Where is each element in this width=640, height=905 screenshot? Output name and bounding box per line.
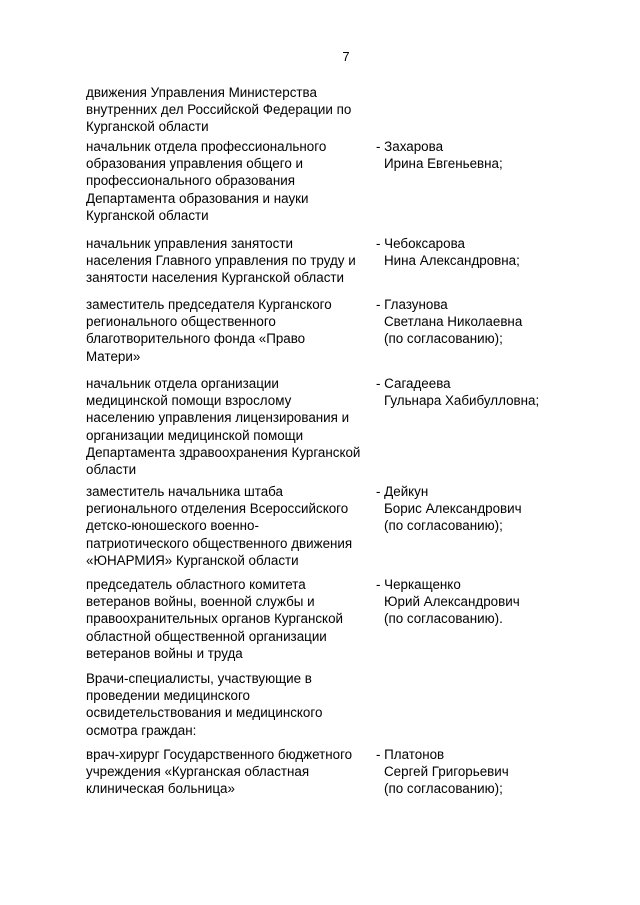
member-role	[86, 375, 374, 478]
role-line: образования управления общего и	[86, 156, 303, 172]
intro-line: внутренних дел Российской Федерации по	[86, 102, 352, 118]
person-surname: - Сагадеева	[376, 376, 451, 391]
member-role	[86, 483, 374, 569]
heading-line: Врачи-специалисты, участвующие в	[86, 671, 312, 686]
member-role	[86, 235, 374, 287]
role-line: области	[86, 462, 137, 478]
role-line: регионального общественного	[86, 314, 276, 330]
person-name: Гульнара Хабибулловна;	[384, 393, 540, 409]
person-name: Нина Александровна;	[384, 253, 520, 269]
role-line: Матери»	[86, 348, 141, 364]
person-surname: - Черкащенко	[376, 577, 461, 592]
role-line: населения Главного управления по труду и	[86, 253, 356, 269]
specialist-role	[86, 746, 374, 798]
role-line: заместитель председателя Курганского	[86, 297, 332, 312]
person-name: Борис Александрович	[384, 501, 522, 517]
member-role	[86, 138, 374, 224]
heading-line: проведении медицинского	[86, 688, 250, 704]
intro-text	[86, 84, 351, 136]
role-line: Департамента образования и науки	[86, 190, 309, 206]
role-line: клиническая больница»	[86, 781, 235, 797]
role-line: «ЮНАРМИЯ» Курганской области	[86, 552, 299, 568]
intro-line: движения Управления Министерства	[86, 85, 317, 100]
member-person	[376, 235, 556, 269]
intro-line: Курганской области	[86, 119, 209, 135]
role-line: учреждения «Курганская областная	[86, 764, 310, 780]
member-person	[376, 483, 556, 535]
role-line: благотворительного фонда «Право	[86, 331, 306, 347]
person-note: (по согласованию);	[384, 781, 503, 797]
person-name: Сергей Григорьевич	[384, 764, 509, 780]
person-name: Ирина Евгеньевна;	[384, 156, 503, 172]
role-line: профессионального образования	[86, 173, 295, 189]
member-role	[86, 296, 374, 365]
person-surname: - Платонов	[376, 747, 445, 762]
person-surname: - Дейкун	[376, 484, 429, 499]
person-note: (по согласованию);	[384, 518, 503, 534]
role-line: областной общественной организации	[86, 628, 327, 644]
person-note: (по согласованию);	[384, 331, 503, 347]
member-person	[376, 138, 556, 172]
role-line: ветеранов войны, военной службы и	[86, 594, 315, 610]
member-role	[86, 576, 374, 662]
member-person	[376, 296, 556, 348]
person-surname: - Захарова	[376, 139, 444, 154]
role-line: председатель областного комитета	[86, 577, 306, 592]
role-line: детско-юношеского военно-	[86, 518, 259, 534]
role-line: Курганской области	[86, 207, 209, 223]
specialist-person	[376, 746, 556, 798]
role-line: организации медицинской помощи	[86, 427, 304, 443]
role-line: медицинской помощи взрослому	[86, 393, 292, 409]
role-line: ветеранов войны и труда	[86, 645, 243, 661]
person-name: Юрий Александрович	[384, 594, 520, 610]
heading-line: осмотра граждан:	[86, 722, 197, 738]
role-line: врач-хирург Государственного бюджетного	[86, 747, 353, 762]
role-line: правоохранительных органов Курганской	[86, 611, 343, 627]
role-line: начальник управления занятости	[86, 236, 293, 251]
member-person	[376, 375, 556, 409]
member-person	[376, 576, 556, 628]
page-number: 7	[342, 49, 350, 64]
person-note: (по согласованию).	[384, 611, 503, 627]
section-heading	[86, 670, 322, 739]
role-line: патриотического общественного движения	[86, 535, 353, 551]
role-line: заместитель начальника штаба	[86, 484, 283, 499]
heading-line: освидетельствования и медицинского	[86, 705, 323, 721]
role-line: занятости населения Курганской области	[86, 270, 344, 286]
person-surname: - Чебоксарова	[376, 236, 465, 251]
role-line: начальник отдела организации	[86, 376, 279, 391]
person-surname: - Глазунова	[376, 297, 448, 312]
role-line: населению управления лицензирования и	[86, 410, 350, 426]
role-line: регионального отделения Всероссийского	[86, 501, 349, 517]
person-name: Светлана Николаевна	[384, 314, 523, 330]
role-line: начальник отдела профессионального	[86, 139, 327, 154]
role-line: Департамента здравоохранения Курганской	[86, 444, 361, 460]
